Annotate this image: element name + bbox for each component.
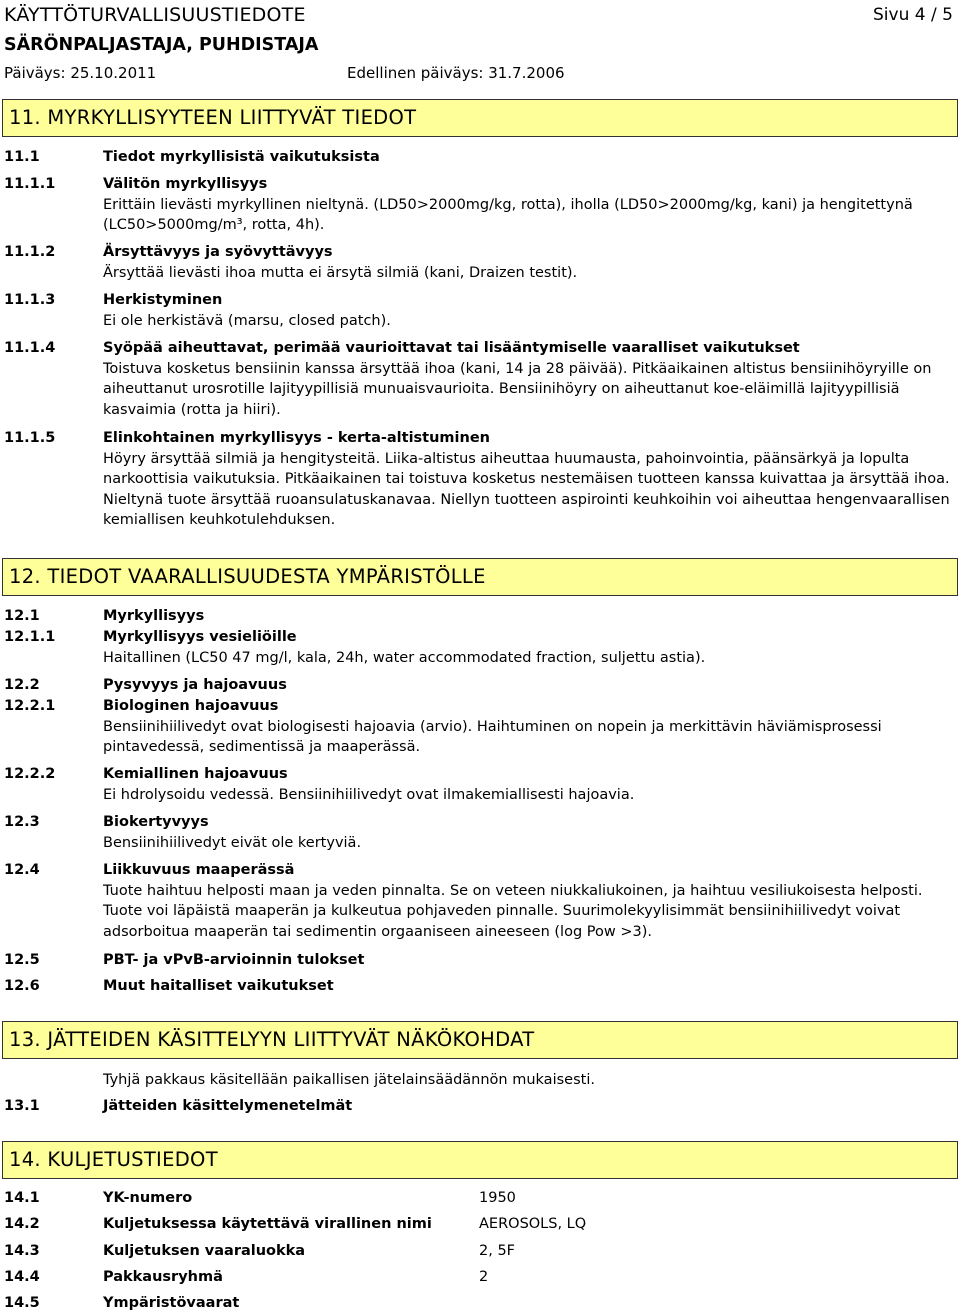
subsection-number: 12.2.1 [4, 698, 56, 714]
row-number: 14.2 [4, 1216, 40, 1232]
row-value: 2, 5F [479, 1243, 516, 1259]
document-title: KÄYTTÖTURVALLISUUSTIEDOTE [4, 4, 306, 26]
subsection-number: 12.2.2 [4, 766, 56, 782]
row-label: Kuljetuksen vaaraluokka [103, 1243, 306, 1259]
row-value: 1950 [479, 1190, 516, 1206]
subsection-text: Toistuva kosketus bensiinin kanssa ärsyttää ihoa (kani, 14 ja 28 päivää). Pitkäaikainen altistus bensiinihöyryille on aiheuttanut urosrotille lajityypillisiä munuaisvaurioita. Bensiinihöyry on aiheuttanut koe-eläimillä lajityypillisiä kasvaimia (rotta ja hiiri). [103, 360, 932, 418]
subsection-12-1 [4, 606, 958, 627]
subsection-title: Syöpää aiheuttavat, perimää vaurioittavat tai lisääntymiselle vaaralliset vaikutukset [103, 340, 800, 356]
subsection-text: Ei ole herkistävä (marsu, closed patch). [103, 312, 391, 329]
subsection-title: Biokertyvyys [103, 814, 209, 830]
subsection-number: 12.5 [4, 952, 40, 968]
subsection-12-2 [4, 675, 958, 696]
subsection-text: Haitallinen (LC50 47 mg/l, kala, 24h, water accommodated fraction, suljettu astia). [103, 649, 706, 666]
subsection-title: Muut haitalliset vaikutukset [103, 978, 334, 994]
subsection-title: Myrkyllisyys vesieliöille [103, 629, 297, 645]
subsection-number: 12.4 [4, 862, 40, 878]
subsection-text: Ei hdrolysoidu vedessä. Bensiinihiilivedyt ovat ilmakemiallisesti hajoavia. [103, 786, 635, 803]
previous-revision-date: Edellinen päiväys: 31.7.2006 [347, 64, 565, 82]
subsection-number: 12.1.1 [4, 629, 56, 645]
row-number: 14.3 [4, 1243, 40, 1259]
row-label: Kuljetuksessa käytettävä virallinen nimi [103, 1216, 432, 1232]
row-number: 14.4 [4, 1269, 40, 1285]
subsection-12-2-1 [4, 696, 958, 758]
subsection-title: PBT- ja vPvB-arvioinnin tulokset [103, 952, 365, 968]
subsection-title: Elinkohtainen myrkyllisyys - kerta-altistuminen [103, 430, 490, 446]
section-text: Tyhjä pakkaus käsitellään paikallisen jätelainsäädännön mukaisesti. [103, 1072, 595, 1088]
row-label: Pakkausryhmä [103, 1269, 223, 1285]
subsection-11-1 [4, 147, 958, 168]
subsection-text: Bensiinihiilivedyt ovat biologisesti hajoavia (arvio). Haihtuminen on nopein ja merkittävin häviämisprosessi pintavedessä, sedimentissä ja maaperässä. [103, 718, 882, 755]
row-value: 2 [479, 1269, 489, 1285]
subsection-11-1-4 [4, 338, 958, 420]
row-label: YK-numero [103, 1190, 193, 1206]
row-value: AEROSOLS, LQ [479, 1216, 587, 1232]
subsection-title: Välitön myrkyllisyys [103, 176, 268, 192]
row-label: Ympäristövaarat [103, 1295, 240, 1311]
subsection-title: Ärsyttävyys ja syövyttävyys [103, 244, 333, 260]
section-12-heading: 12. TIEDOT VAARALLISUUDESTA YMPÄRISTÖLLE [2, 558, 958, 596]
subsection-12-6 [4, 976, 958, 997]
subsection-12-3 [4, 812, 958, 853]
subsection-title: Pysyvyys ja hajoavuus [103, 677, 287, 693]
subsection-12-4 [4, 860, 958, 942]
section-13-intro [4, 1070, 958, 1091]
page-number: Sivu 4 / 5 [873, 5, 953, 25]
subsection-text: Höyry ärsyttää silmiä ja hengitysteitä. Liika-altistus aiheuttaa huumausta, pahoinvointia, päänsärkyä ja lopulta narkoottisia vaikutuksia. Pitkäaikainen tai toistuva kosketus nestemäisen tuotteen kanssa kuivattaa ja ärsyttää ihoa. Nieltynä tuote ärsyttää ruoansulatuskanavaa. Niellyn tuotteen aspirointi keuhkoihin voi aiheuttaa hengenvaarallisen kemiallisen keuhkotulehduksen. [103, 450, 950, 528]
subsection-number: 12.1 [4, 608, 40, 624]
subsection-number: 12.2 [4, 677, 40, 693]
subsection-title: Myrkyllisyys [103, 608, 205, 624]
subsection-number: 11.1.1 [4, 176, 56, 192]
section-11-heading: 11. MYRKYLLISYYTEEN LIITTYVÄT TIEDOT [2, 99, 958, 137]
subsection-text: Erittäin lievästi myrkyllinen nieltynä. (LD50>2000mg/kg, rotta), iholla (LD50>2000mg/kg, kani) ja hengitettynä (LC50>5000mg/m³, rotta, 4h). [103, 196, 913, 233]
subsection-number: 11.1.4 [4, 340, 56, 356]
subsection-text: Tuote haihtuu helposti maan ja veden pinnalta. Se on veteen niukkaliukoinen, ja haihtuu vesiliukoisesta helposti. Tuote voi läpäistä maaperän ja kulkeutua pohjaveden pinnalle. Suurimolekyylisimmät bensiinihiilivedyt voivat adsorboitua maaperän tai sedimentin orgaaniseen aineeseen (log Pow >3). [103, 882, 923, 940]
subsection-text: Ärsyttää lievästi ihoa mutta ei ärsytä silmiä (kani, Draizen testit). [103, 264, 578, 281]
section-14-heading: 14. KULJETUSTIEDOT [2, 1141, 958, 1179]
subsection-11-1-1 [4, 174, 958, 236]
subsection-12-1-1 [4, 627, 958, 668]
subsection-text: Bensiinihiilivedyt eivät ole kertyviä. [103, 834, 362, 851]
subsection-number: 12.6 [4, 978, 40, 994]
subsection-12-2-2 [4, 764, 958, 805]
subsection-13-1 [4, 1096, 958, 1117]
subsection-number: 11.1.2 [4, 244, 56, 260]
subsection-title: Tiedot myrkyllisistä vaikutuksista [103, 149, 380, 165]
row-number: 14.1 [4, 1190, 40, 1206]
subsection-number: 11.1.5 [4, 430, 56, 446]
subsection-11-1-5 [4, 428, 958, 531]
subsection-11-1-3 [4, 290, 958, 331]
subsection-title: Herkistyminen [103, 292, 223, 308]
subsection-title: Jätteiden käsittelymenetelmät [103, 1098, 353, 1114]
section-13-heading: 13. JÄTTEIDEN KÄSITTELYYN LIITTYVÄT NÄKÖKOHDAT [2, 1021, 958, 1059]
subsection-title: Liikkuvuus maaperässä [103, 862, 295, 878]
subsection-number: 11.1 [4, 149, 40, 165]
subsection-title: Biologinen hajoavuus [103, 698, 279, 714]
revision-date: Päiväys: 25.10.2011 [4, 64, 157, 82]
subsection-12-5 [4, 950, 958, 971]
row-number: 14.5 [4, 1295, 40, 1311]
subsection-title: Kemiallinen hajoavuus [103, 766, 288, 782]
subsection-number: 11.1.3 [4, 292, 56, 308]
subsection-11-1-2 [4, 242, 958, 283]
product-name: SÄRÖNPALJASTAJA, PUHDISTAJA [4, 35, 319, 55]
subsection-number: 12.3 [4, 814, 40, 830]
subsection-number: 13.1 [4, 1098, 40, 1114]
